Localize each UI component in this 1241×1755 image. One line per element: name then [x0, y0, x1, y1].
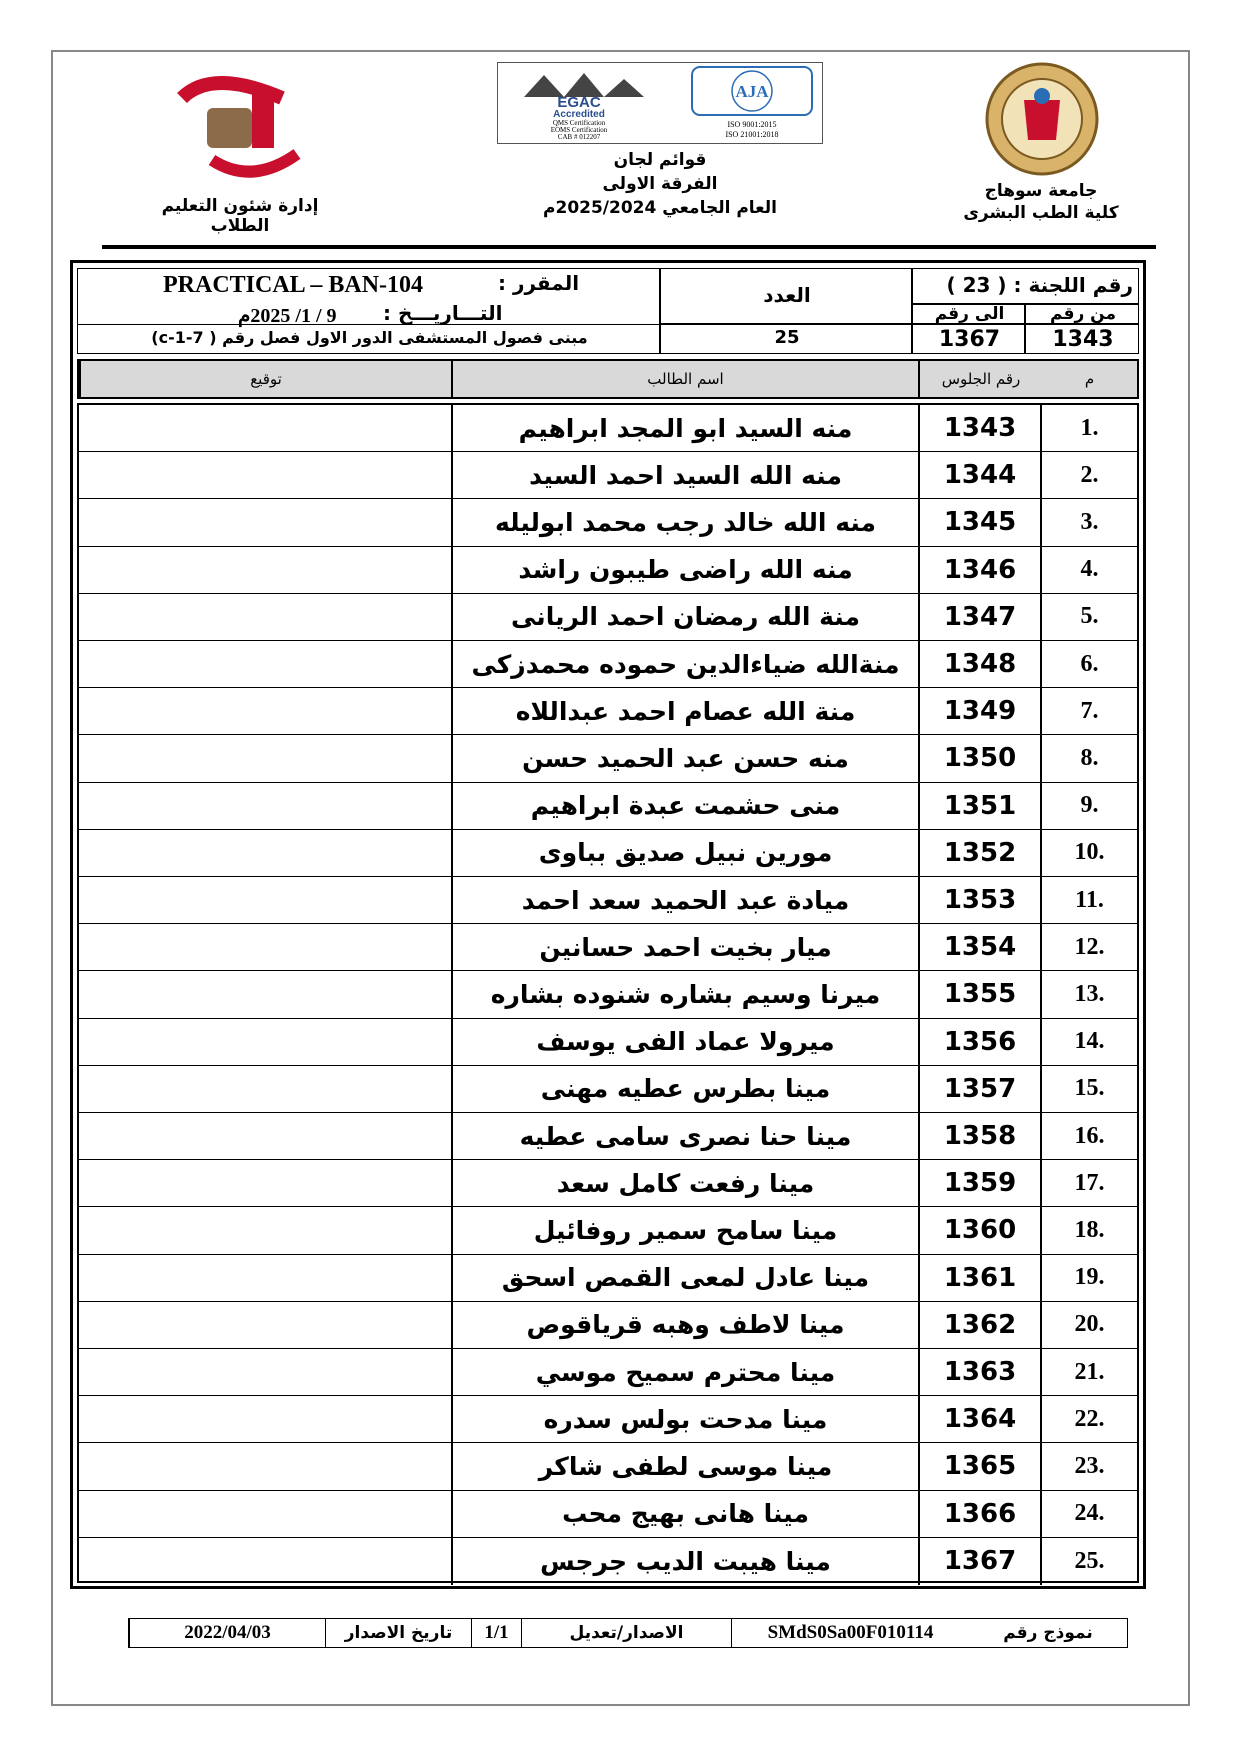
committee-number: رقم اللجنة : ( 23 ): [946, 273, 1133, 297]
col-seat-header: رقم الجلوس: [918, 361, 1042, 397]
seat-number: 1361: [918, 1255, 1042, 1301]
seat-number: 1362: [918, 1302, 1042, 1348]
col-number-header: م: [1084, 370, 1095, 388]
signature-cell[interactable]: [77, 594, 451, 640]
seat-number: 1360: [918, 1207, 1042, 1253]
to-label: الى رقم: [934, 304, 1005, 324]
row-number: 25.: [1074, 1547, 1105, 1574]
row-number: 11.: [1075, 886, 1104, 913]
table-row: [79, 1491, 1137, 1538]
seat-number: 1358: [918, 1113, 1042, 1159]
seat-number: 1366: [918, 1491, 1042, 1537]
egac-small-2: EOMS Certification: [550, 126, 608, 134]
seat-number: 1353: [918, 877, 1042, 923]
seat-number: 1350: [918, 735, 1042, 781]
version-number: 1/1: [471, 1619, 521, 1647]
row-number: 16.: [1074, 1122, 1105, 1149]
table-row: [79, 1160, 1137, 1207]
table-row: [79, 452, 1137, 499]
row-number: 4.: [1080, 556, 1099, 583]
student-name: منه الله راضى طيبون راشد: [451, 547, 918, 593]
committee-number-cell: [912, 268, 1139, 304]
signature-cell[interactable]: [77, 735, 451, 781]
table-row: [79, 547, 1137, 594]
row-number: 22.: [1074, 1405, 1105, 1432]
row-number: 24.: [1074, 1500, 1105, 1527]
seat-number: 1344: [918, 452, 1042, 498]
row-number: 6.: [1080, 650, 1099, 677]
table-row: [79, 924, 1137, 971]
table-row: [79, 1207, 1137, 1254]
table-row: [79, 1019, 1137, 1066]
signature-cell[interactable]: [77, 924, 451, 970]
signature-cell[interactable]: [77, 452, 451, 498]
signature-cell[interactable]: [77, 1349, 451, 1395]
table-row: [79, 1302, 1137, 1349]
university-caption: [946, 180, 1136, 224]
signature-cell[interactable]: [77, 1491, 451, 1537]
university-seal-logo: [980, 60, 1104, 178]
location-cell: [77, 324, 660, 354]
issue-date-label: تاريخ الاصدار: [325, 1619, 471, 1647]
table-row: [79, 641, 1137, 688]
student-name: مينا سامح سمير روفائيل: [451, 1207, 918, 1253]
student-name: منى حشمت عبدة ابراهيم: [451, 783, 918, 829]
seat-number: 1348: [918, 641, 1042, 687]
student-name: مينا مدحت بولس سدره: [451, 1396, 918, 1442]
signature-cell[interactable]: [77, 1066, 451, 1112]
form-number: SMdS0Sa00F010114: [731, 1619, 969, 1647]
student-name: مينا حنا نصرى سامى عطيه: [451, 1113, 918, 1159]
table-row: [79, 499, 1137, 546]
student-name: منه الله السيد احمد السيد: [451, 452, 918, 498]
seat-number: 1365: [918, 1443, 1042, 1489]
faculty-name: كلية الطب البشرى: [963, 203, 1119, 223]
row-number: 10.: [1074, 839, 1105, 866]
row-number: 3.: [1080, 508, 1099, 535]
egac-small-3: CAB # 012207: [557, 133, 601, 139]
table-row: [79, 1396, 1137, 1443]
table-row: [79, 1349, 1137, 1396]
col-signature-header: توقيع: [79, 361, 451, 397]
signature-cell[interactable]: [77, 1396, 451, 1442]
year-group: الفرقة الاولى: [602, 174, 718, 194]
course-code: PRACTICAL – BAN-104: [163, 272, 424, 298]
seat-number: 1351: [918, 783, 1042, 829]
table-row: [79, 405, 1137, 452]
exam-date: 9 / 1/ 2025م: [238, 305, 337, 327]
signature-cell[interactable]: [77, 1302, 451, 1348]
table-row: [79, 830, 1137, 877]
student-name: مينا عادل لمعى القمص اسحق: [451, 1255, 918, 1301]
to-label-cell: [912, 304, 1025, 324]
row-number: 8.: [1080, 744, 1099, 771]
student-name: مينا موسى لطفى شاكر: [451, 1443, 918, 1489]
faculty-medicine-logo: [112, 68, 312, 186]
students-table-body: [77, 403, 1139, 1583]
student-name: ميرنا وسيم بشاره شنوده بشاره: [451, 971, 918, 1017]
student-name: مينا هيبت الديب جرجس: [451, 1538, 918, 1585]
seat-number: 1364: [918, 1396, 1042, 1442]
signature-cell[interactable]: [77, 641, 451, 687]
row-number: 19.: [1074, 1264, 1105, 1291]
table-row: [79, 783, 1137, 830]
row-number: 21.: [1074, 1358, 1105, 1385]
row-number: 2.: [1080, 461, 1099, 488]
seat-number: 1343: [918, 405, 1042, 451]
exam-location: مبنى فصول المستشفى الدور الاول فصل رقم ( c-1-7): [151, 328, 588, 347]
row-number: 14.: [1074, 1028, 1105, 1055]
row-number: 13.: [1074, 980, 1105, 1007]
student-name: مينا لاطف وهبه قرياقوص: [451, 1302, 918, 1348]
signature-cell[interactable]: [77, 971, 451, 1017]
student-name: ميار بخيت احمد حسانين: [451, 924, 918, 970]
table-row: [79, 594, 1137, 641]
issue-date: 2022/04/03: [129, 1619, 325, 1647]
table-row: [79, 1255, 1137, 1302]
student-name: منه حسن عبد الحميد حسن: [451, 735, 918, 781]
date-label: التـــاريـــخ :: [383, 301, 503, 325]
signature-cell[interactable]: [77, 877, 451, 923]
accreditation-box: [497, 62, 823, 144]
seat-number: 1367: [918, 1538, 1042, 1585]
signature-cell[interactable]: [77, 1538, 451, 1585]
student-name: مينا هانى بهيج محب: [451, 1491, 918, 1537]
row-number: 20.: [1074, 1311, 1105, 1338]
row-number: 12.: [1074, 933, 1105, 960]
egac-subtitle: Accredited: [553, 109, 605, 120]
seat-number: 1346: [918, 547, 1042, 593]
egac-small-1: QMS Certification: [552, 119, 606, 127]
seat-number: 1349: [918, 688, 1042, 734]
student-name: مينا رفعت كامل سعد: [451, 1160, 918, 1206]
count-value-cell: [660, 324, 912, 354]
student-name: منه السيد ابو المجد ابراهيم: [451, 405, 918, 451]
to-value-cell: [912, 324, 1025, 354]
signature-cell[interactable]: [77, 783, 451, 829]
student-name: منه الله خالد رجب محمد ابوليله: [451, 499, 918, 545]
committee-info: [77, 268, 1139, 354]
university-name: جامعة سوهاج: [984, 181, 1098, 201]
student-name: ميرولا عماد الفى يوسف: [451, 1019, 918, 1065]
row-number: 15.: [1074, 1075, 1105, 1102]
signature-cell[interactable]: [77, 830, 451, 876]
table-row: [79, 1443, 1137, 1490]
seat-number: 1357: [918, 1066, 1042, 1112]
student-name: مينا محترم سميح موسي: [451, 1349, 918, 1395]
from-label-cell: [1025, 304, 1139, 324]
student-name: مورين نبيل صديق بباوى: [451, 830, 918, 876]
from-label: من رقم: [1050, 304, 1116, 324]
signature-cell[interactable]: [77, 405, 451, 451]
aja-small-2: ISO 21001:2018: [725, 130, 779, 139]
row-number: 7.: [1080, 697, 1099, 724]
table-row: [79, 971, 1137, 1018]
seat-number: 1345: [918, 499, 1042, 545]
student-name: منة الله رمضان احمد الريانى: [451, 594, 918, 640]
list-title: قوائم لجان: [613, 150, 707, 170]
table-header: [77, 359, 1139, 399]
course-label: المقرر :: [498, 271, 580, 295]
to-number: 1367: [938, 327, 1001, 352]
student-count: 25: [774, 327, 800, 348]
count-label: العدد: [763, 283, 811, 307]
list-title-block: [470, 148, 850, 220]
aja-small-1: ISO 9001:2015: [727, 120, 777, 129]
aja-title: AJA: [735, 82, 769, 101]
seat-number: 1352: [918, 830, 1042, 876]
seat-number: 1359: [918, 1160, 1042, 1206]
seat-number: 1356: [918, 1019, 1042, 1065]
form-number-label: نموذج رقم: [1003, 1623, 1093, 1643]
col-name-header: اسم الطالب: [451, 361, 918, 397]
from-number: 1343: [1052, 327, 1114, 352]
signature-cell[interactable]: [77, 1443, 451, 1489]
student-affairs-caption: إدارة شئون التعليم الطلاب: [161, 196, 319, 236]
signature-cell[interactable]: [77, 1160, 451, 1206]
table-row: [79, 1066, 1137, 1113]
seat-number: 1354: [918, 924, 1042, 970]
signature-cell[interactable]: [77, 1019, 451, 1065]
signature-cell[interactable]: [77, 499, 451, 545]
table-row: [79, 877, 1137, 924]
from-value-cell: [1025, 324, 1139, 354]
student-name: ميادة عبد الحميد سعد احمد: [451, 877, 918, 923]
egac-logo: [504, 67, 654, 139]
student-name: منة الله عصام احمد عبداللاه: [451, 688, 918, 734]
row-number: 5.: [1080, 603, 1099, 630]
table-row: [79, 1113, 1137, 1160]
student-name: مينا بطرس عطيه مهنى: [451, 1066, 918, 1112]
table-row: [79, 1538, 1137, 1585]
seat-number: 1347: [918, 594, 1042, 640]
egac-title: EGAC: [557, 94, 601, 111]
count-label-cell: [660, 268, 912, 324]
version-label: الاصدار/تعديل: [521, 1619, 731, 1647]
header-divider: [102, 245, 1156, 249]
row-number: 9.: [1080, 792, 1099, 819]
student-name: منةالله ضياءالدين حموده محمدزكى: [451, 641, 918, 687]
course-cell: [77, 268, 660, 328]
signature-cell[interactable]: [77, 1255, 451, 1301]
table-row: [79, 735, 1137, 782]
row-number: 17.: [1074, 1169, 1105, 1196]
signature-cell[interactable]: [77, 1207, 451, 1253]
aja-logo: [688, 65, 816, 141]
seat-number: 1355: [918, 971, 1042, 1017]
signature-cell[interactable]: [77, 547, 451, 593]
table-row: [79, 688, 1137, 735]
form-footer: [128, 1618, 1128, 1648]
signature-cell[interactable]: [77, 688, 451, 734]
row-number: 23.: [1074, 1452, 1105, 1479]
signature-cell[interactable]: [77, 1113, 451, 1159]
row-number: 18.: [1074, 1216, 1105, 1243]
academic-year: العام الجامعي 2025/2024م: [543, 198, 777, 218]
row-number: 1.: [1080, 414, 1099, 441]
seat-number: 1363: [918, 1349, 1042, 1395]
